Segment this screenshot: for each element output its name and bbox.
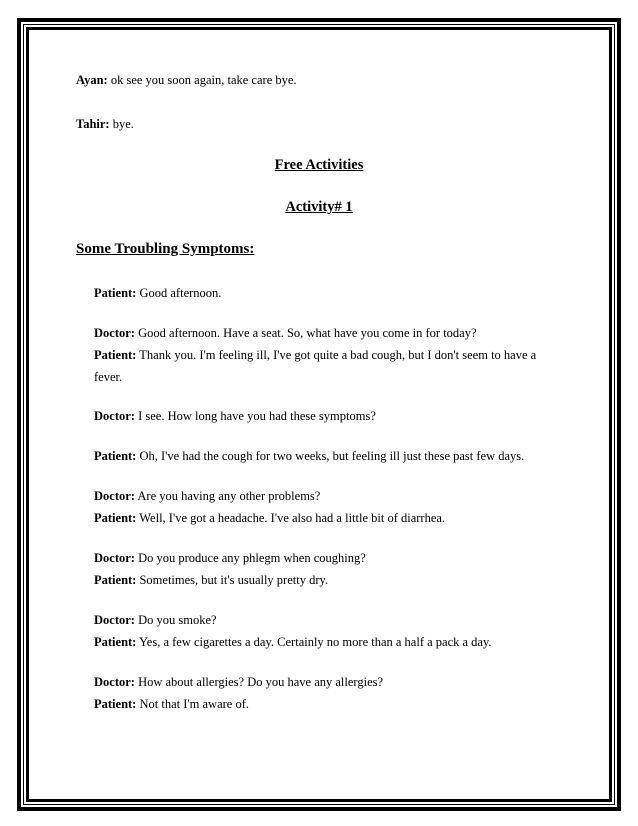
- dialogue-line: [94, 408, 376, 424]
- line-text: Not that I'm aware of.: [136, 697, 249, 711]
- speaker-label: Doctor:: [94, 551, 135, 565]
- dialogue-line-tahir: [76, 116, 134, 132]
- line-text: Good afternoon. Have a seat. So, what have you come in for today?: [134, 326, 477, 340]
- dialogue-line-continuation: [94, 369, 122, 385]
- speaker-label: Patient:: [94, 635, 137, 649]
- speaker-label: Doctor:: [94, 489, 135, 503]
- dialogue-line: [94, 510, 445, 526]
- speaker-label: Doctor:: [94, 409, 135, 423]
- dialogue-line: [94, 325, 477, 341]
- activity-heading: Activity# 1: [285, 199, 353, 215]
- line-text: Good afternoon.: [136, 286, 222, 300]
- dialogue-line: [94, 572, 328, 588]
- speaker-label: Doctor:: [94, 326, 135, 340]
- line-text: fever.: [94, 370, 123, 384]
- line-text: Do you smoke?: [134, 613, 217, 627]
- dialogue-line: [94, 696, 249, 712]
- dialogue-line: [94, 285, 221, 301]
- speaker-label: Patient:: [94, 286, 137, 300]
- speaker-label: Patient:: [94, 697, 137, 711]
- dialogue-line: [94, 674, 383, 690]
- dialogue-line-ayan: [76, 72, 297, 88]
- line-text: Do you produce any phlegm when coughing?: [134, 551, 366, 565]
- line-text: Oh, I've had the cough for two weeks, but feeling ill just these past few days.: [136, 449, 525, 463]
- speaker-label: Tahir:: [76, 117, 110, 131]
- line-text: ok see you soon again, take care bye.: [107, 73, 297, 87]
- line-text: Are you having any other problems?: [134, 489, 321, 503]
- dialogue-line: [94, 347, 536, 363]
- line-text: I see. How long have you had these symptoms?: [134, 409, 376, 423]
- line-text: Sometimes, but it's usually pretty dry.: [136, 573, 329, 587]
- line-text: Yes, a few cigarettes a day. Certainly no more than a half a pack a day.: [136, 635, 492, 649]
- title-heading: Free Activities: [274, 157, 364, 173]
- dialogue-line: [94, 488, 320, 504]
- section-heading: Some Troubling Symptoms:: [76, 241, 255, 257]
- speaker-label: Ayan:: [76, 73, 108, 87]
- speaker-label: Doctor:: [94, 675, 135, 689]
- speaker-label: Doctor:: [94, 613, 135, 627]
- speaker-label: Patient:: [94, 348, 137, 362]
- line-text: Thank you. I'm feeling ill, I've got quite a bad cough, but I don't seem to have a: [136, 348, 537, 362]
- line-text: bye.: [109, 117, 134, 131]
- dialogue-line: [94, 448, 524, 464]
- speaker-label: Patient:: [94, 449, 137, 463]
- line-text: Well, I've got a headache. I've also had a little bit of diarrhea.: [136, 511, 446, 525]
- dialogue-line: [94, 550, 366, 566]
- dialogue-line: [94, 612, 217, 628]
- line-text: How about allergies? Do you have any allergies?: [134, 675, 384, 689]
- speaker-label: Patient:: [94, 511, 137, 525]
- speaker-label: Patient:: [94, 573, 137, 587]
- dialogue-line: [94, 634, 492, 650]
